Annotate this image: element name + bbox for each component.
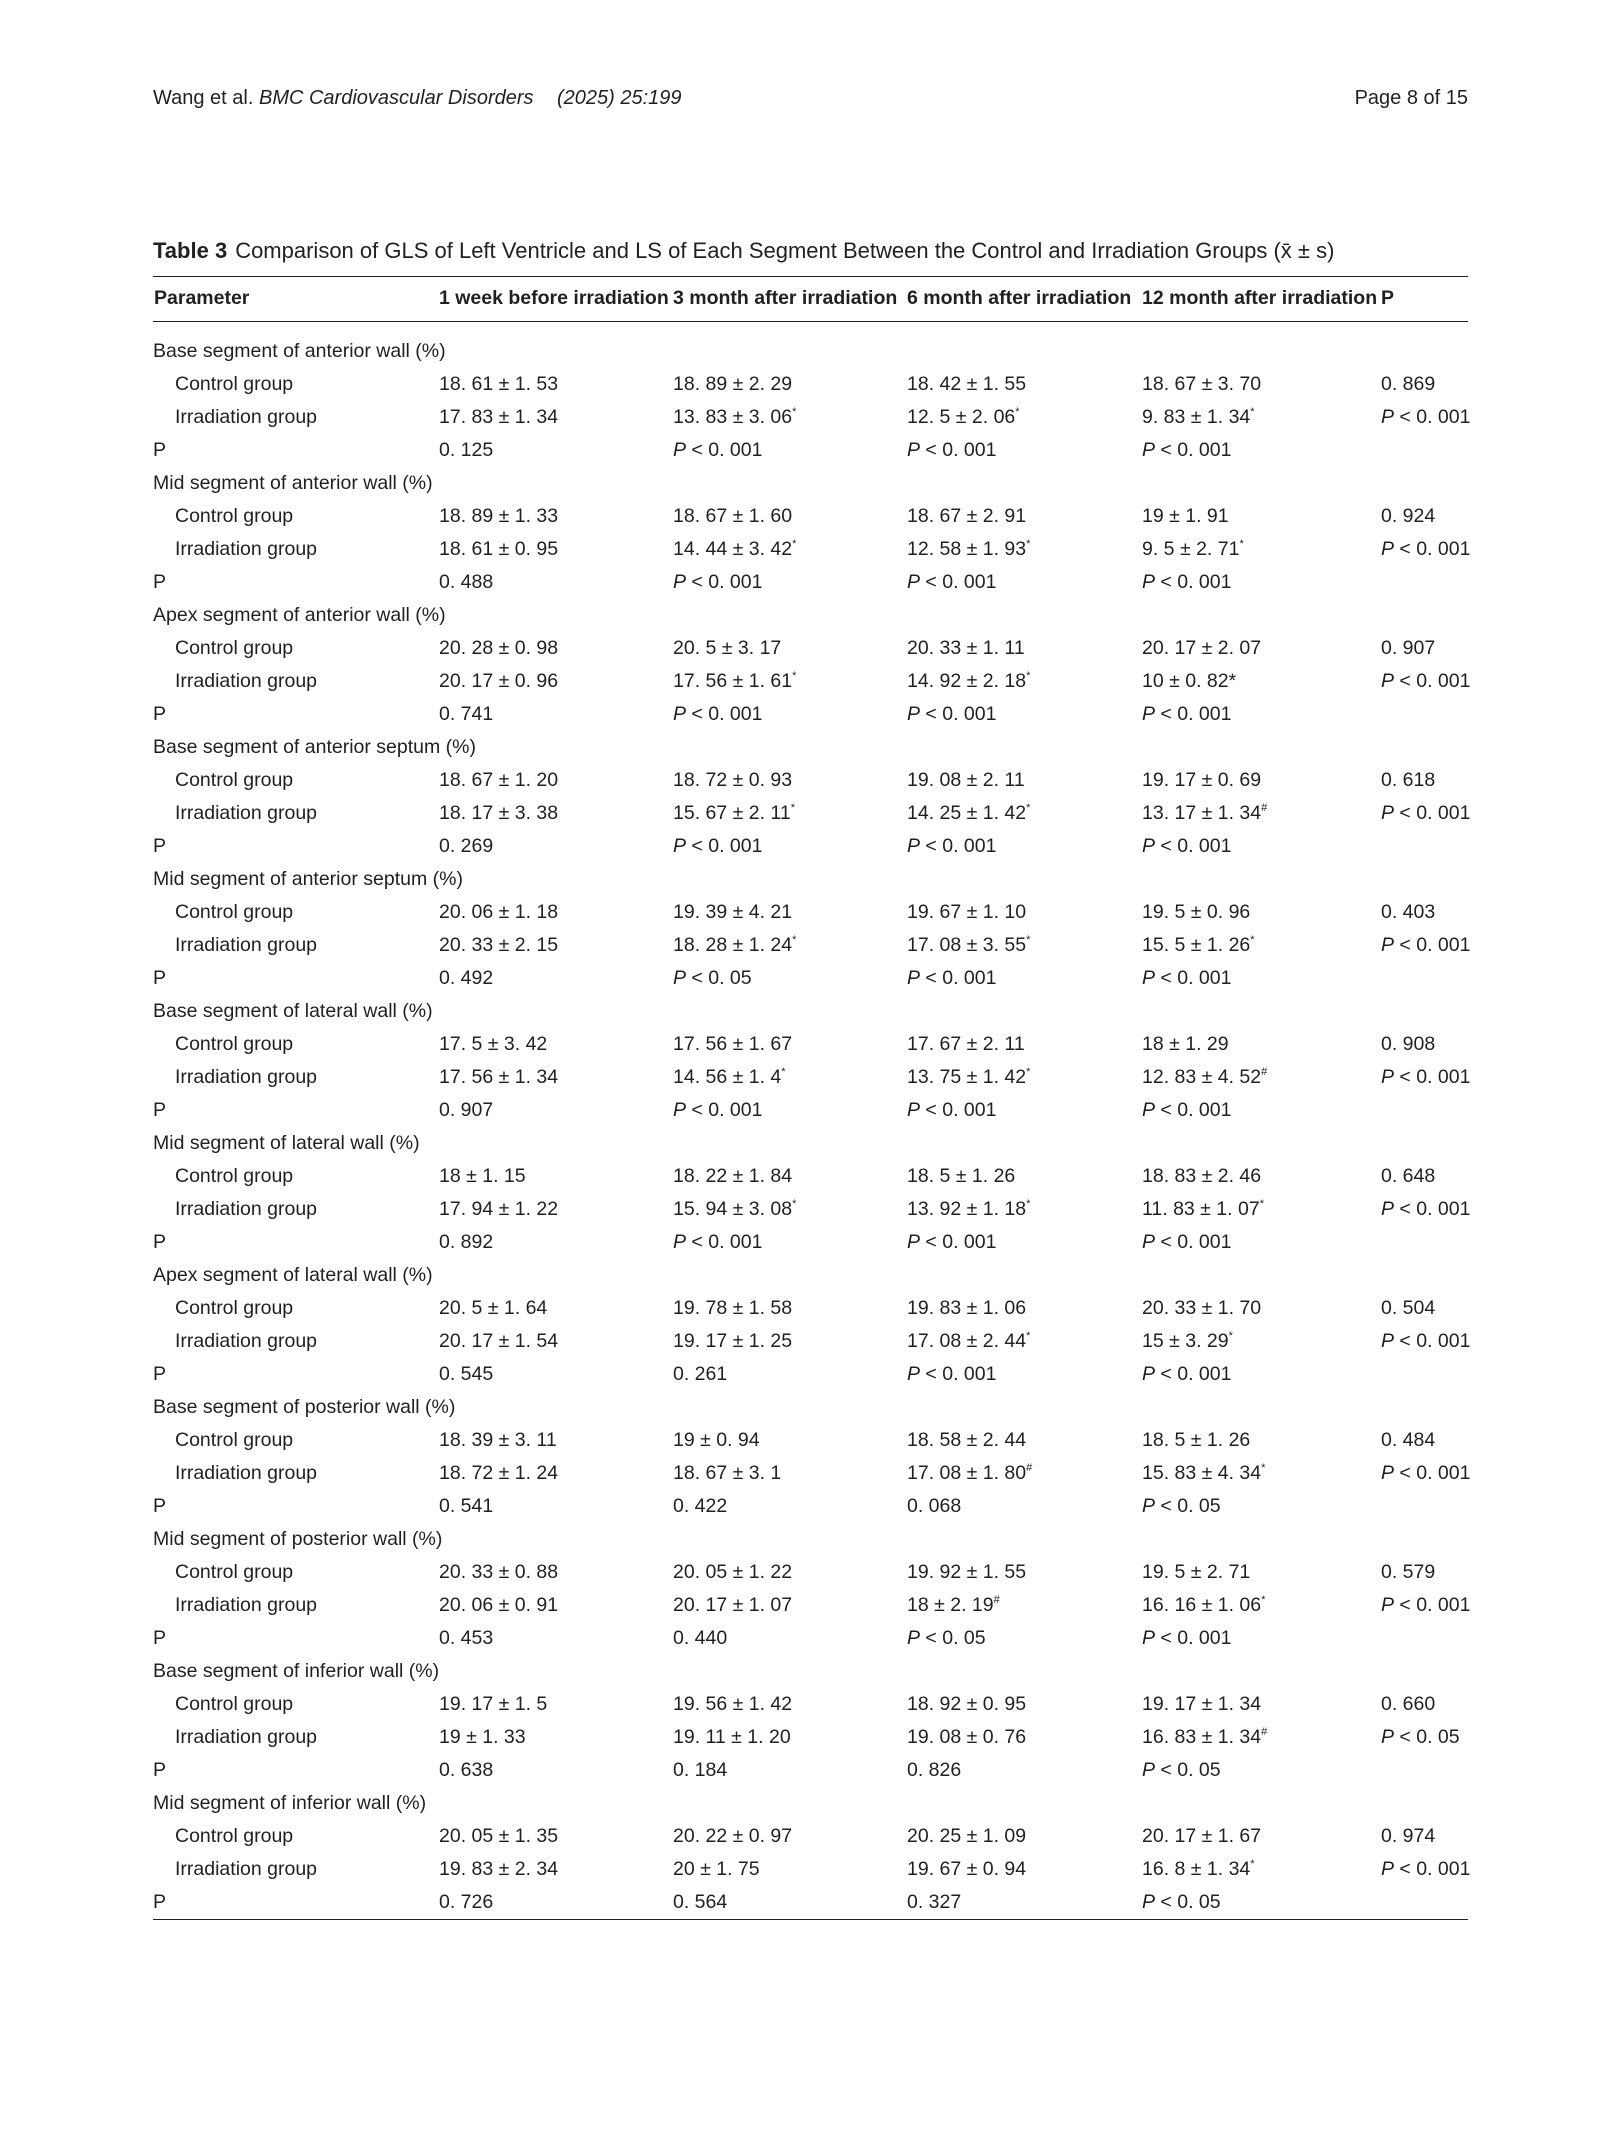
p-value-row [153, 1358, 1468, 1391]
row-label: Irradiation group [175, 934, 318, 956]
table-cell: P < 0. 001 [907, 439, 997, 461]
table-cell: 15. 67 ± 2. 11* [673, 802, 795, 824]
page-number: Page 8 of 15 [1354, 87, 1468, 109]
table-cell: P < 0. 001 [907, 967, 997, 989]
table-cell: 0. 892 [439, 1231, 494, 1253]
table-cell: 0. 869 [1381, 373, 1436, 395]
irradiation-row [153, 1457, 1468, 1490]
table-cell: P < 0. 001 [907, 835, 997, 857]
table-cell: 20. 25 ± 1. 09 [907, 1825, 1027, 1847]
table-cell: 0. 327 [907, 1886, 1142, 1920]
table-cell: 0. 579 [1381, 1561, 1436, 1583]
row-label: P [153, 1759, 167, 1781]
table-cell: P < 0. 001 [1381, 1858, 1471, 1880]
table-cell: 0. 564 [673, 1886, 907, 1920]
row-label: Control group [175, 1693, 294, 1715]
row-label: Irradiation group [175, 1066, 318, 1088]
row-label: Irradiation group [175, 1198, 318, 1220]
running-head-authors: Wang et al. [153, 87, 254, 109]
table-cell: 19. 17 ± 1. 34 [1142, 1693, 1262, 1715]
table-cell: 14. 92 ± 2. 18* [907, 670, 1031, 692]
table-cell: 17. 5 ± 3. 42 [439, 1033, 548, 1055]
row-label: P [153, 571, 167, 593]
page-header [153, 87, 1468, 115]
section-row [153, 1787, 1468, 1820]
column-header: P [1381, 277, 1468, 322]
table-cell: P < 0. 001 [1381, 1330, 1471, 1352]
row-label: P [153, 967, 167, 989]
row-label: Control group [175, 373, 294, 395]
control-row [153, 1028, 1468, 1061]
table-cell [1381, 1358, 1468, 1391]
running-head-journal: BMC Cardiovascular Disorders [258, 87, 534, 109]
table-cell: 18. 22 ± 1. 84 [673, 1165, 793, 1187]
table-cell: 19. 17 ± 1. 5 [439, 1693, 548, 1715]
section-row [153, 995, 1468, 1028]
table-cell: P < 0. 05 [1142, 1495, 1221, 1517]
row-label: P [153, 835, 167, 857]
table-cell: 16. 16 ± 1. 06* [1142, 1594, 1266, 1616]
control-row [153, 764, 1468, 797]
p-value-row [153, 434, 1468, 467]
table-cell: P < 0. 001 [1142, 967, 1232, 989]
table-cell: P < 0. 001 [1142, 835, 1232, 857]
table-cell: 16. 83 ± 1. 34# [1142, 1726, 1268, 1748]
section-title: Mid segment of posterior wall (%) [153, 1528, 443, 1550]
table-cell: 13. 75 ± 1. 42* [907, 1066, 1031, 1088]
section-title: Mid segment of inferior wall (%) [153, 1792, 427, 1814]
table-cell: P < 0. 001 [1381, 1066, 1471, 1088]
table-cell: 9. 83 ± 1. 34* [1142, 406, 1255, 428]
section-row [153, 1655, 1468, 1688]
table-cell [1381, 566, 1468, 599]
table-cell: 19. 08 ± 2. 11 [907, 769, 1025, 791]
table-caption [153, 237, 1468, 265]
irradiation-row [153, 401, 1468, 434]
section-row [153, 467, 1468, 500]
row-label: P [153, 1886, 439, 1920]
table-cell: 18. 72 ± 0. 93 [673, 769, 793, 791]
table-cell: 19. 83 ± 1. 06 [907, 1297, 1027, 1319]
table-cell [1381, 1094, 1468, 1127]
table-cell: 19. 17 ± 1. 25 [673, 1330, 793, 1352]
row-label: P [153, 439, 167, 461]
table-cell: 0. 907 [1381, 637, 1436, 659]
control-row [153, 1160, 1468, 1193]
table-cell: 0. 974 [1381, 1825, 1436, 1847]
row-label: Control group [175, 1165, 294, 1187]
irradiation-row [153, 797, 1468, 830]
table-cell: 19. 39 ± 4. 21 [673, 901, 793, 923]
column-header: 12 month after irradiation [1142, 277, 1381, 322]
irradiation-row [153, 1853, 1468, 1886]
section-row [153, 1259, 1468, 1292]
row-label: Irradiation group [175, 406, 318, 428]
control-row [153, 632, 1468, 665]
table-cell: P < 0. 001 [673, 1099, 763, 1121]
table-cell: P < 0. 001 [1381, 670, 1471, 692]
table-cell: 0. 261 [673, 1363, 728, 1385]
table-cell: P < 0. 05 [1142, 1759, 1221, 1781]
table-cell: 19. 5 ± 0. 96 [1142, 901, 1251, 923]
p-value-row [153, 1490, 1468, 1523]
table-cell: 0. 269 [439, 835, 494, 857]
table-label: Table 3 [153, 238, 228, 263]
table-cell: 0. 638 [439, 1759, 494, 1781]
section-title: Mid segment of anterior septum (%) [153, 868, 463, 890]
table-cell: 19. 78 ± 1. 58 [673, 1297, 793, 1319]
table-cell: 0. 541 [439, 1495, 494, 1517]
control-row [153, 1556, 1468, 1589]
table-cell: 0. 618 [1381, 769, 1436, 791]
row-label: Control group [175, 1297, 294, 1319]
table-cell: P < 0. 001 [1381, 934, 1471, 956]
table-cell: 18. 67 ± 3. 1 [673, 1462, 782, 1484]
table-cell: 17. 94 ± 1. 22 [439, 1198, 559, 1220]
row-label: Control group [175, 769, 294, 791]
table-cell: P < 0. 001 [1381, 1198, 1471, 1220]
table-cell: 0. 908 [1381, 1033, 1436, 1055]
table-cell: 18 ± 1. 29 [1142, 1033, 1229, 1055]
row-label: Irradiation group [175, 538, 318, 560]
table-cell: 18. 92 ± 0. 95 [907, 1693, 1027, 1715]
table-cell: 20. 17 ± 2. 07 [1142, 637, 1262, 659]
table-title: Comparison of GLS of Left Ventricle and LS of Each Segment Between the Control and Irradiation Groups (x̄ ± s) [235, 238, 1335, 263]
section-row [153, 863, 1468, 896]
section-row [153, 1127, 1468, 1160]
p-value-row [153, 1886, 1468, 1920]
p-value-row [153, 1622, 1468, 1655]
p-value-row [153, 698, 1468, 731]
table-cell: 18. 42 ± 1. 55 [907, 373, 1027, 395]
table-cell: 14. 56 ± 1. 4* [673, 1066, 786, 1088]
p-value-row [153, 566, 1468, 599]
table-cell: 18 ± 1. 15 [439, 1165, 526, 1187]
table-cell [1381, 962, 1468, 995]
section-row [153, 731, 1468, 764]
table-cell: 15 ± 3. 29* [1142, 1330, 1233, 1352]
table-cell: 20 ± 1. 75 [673, 1858, 760, 1880]
table-cell: 15. 5 ± 1. 26* [1142, 934, 1255, 956]
section-row [153, 1391, 1468, 1424]
table-cell: 15. 83 ± 4. 34* [1142, 1462, 1266, 1484]
running-head-year: (2025) 25:199 [557, 87, 682, 109]
table-cell: 18. 5 ± 1. 26 [1142, 1429, 1251, 1451]
row-label: Irradiation group [175, 1330, 318, 1352]
table-cell: 18. 67 ± 2. 91 [907, 505, 1027, 527]
irradiation-row [153, 1193, 1468, 1226]
table-cell [1381, 1886, 1468, 1920]
p-value-row [153, 1754, 1468, 1787]
control-row [153, 896, 1468, 929]
table-cell: 19 ± 0. 94 [673, 1429, 760, 1451]
table-body [153, 322, 1471, 1920]
row-label: Control group [175, 901, 294, 923]
row-label: Control group [175, 1561, 294, 1583]
column-header: Parameter [153, 277, 439, 322]
table-cell: P < 0. 001 [1142, 439, 1232, 461]
table-cell: 0. 907 [439, 1099, 494, 1121]
section-title: Mid segment of lateral wall (%) [153, 1132, 420, 1154]
table-cell: 20. 22 ± 0. 97 [673, 1825, 793, 1847]
table-cell: P < 0. 001 [1142, 1363, 1232, 1385]
table-cell: 20. 06 ± 1. 18 [439, 901, 559, 923]
table-cell: 18. 83 ± 2. 46 [1142, 1165, 1262, 1187]
row-label: P [153, 1495, 167, 1517]
table-cell: P < 0. 001 [1142, 1627, 1232, 1649]
row-label: P [153, 1627, 167, 1649]
table-cell: P < 0. 001 [1142, 703, 1232, 725]
row-label: Irradiation group [175, 1858, 318, 1880]
table-cell: 17. 67 ± 2. 11 [907, 1033, 1025, 1055]
table-cell: 0. 726 [439, 1886, 673, 1920]
table-cell [1381, 830, 1468, 863]
table-cell: P < 0. 001 [1142, 1099, 1232, 1121]
table-cell: 0. 826 [907, 1759, 962, 1781]
irradiation-row [153, 1589, 1468, 1622]
control-row [153, 1688, 1468, 1721]
table-cell: 18. 67 ± 1. 20 [439, 769, 559, 791]
table-cell: 9. 5 ± 2. 71* [1142, 538, 1244, 560]
table-cell: 12. 83 ± 4. 52# [1142, 1066, 1268, 1088]
table-cell: 18. 39 ± 3. 11 [439, 1429, 557, 1451]
row-label: P [153, 1363, 167, 1385]
row-label: Control group [175, 505, 294, 527]
table-cell: P < 0. 001 [673, 1231, 763, 1253]
table-cell: P < 0. 001 [673, 439, 763, 461]
table-cell: 11. 83 ± 1. 07* [1142, 1198, 1264, 1220]
table-cell: 20. 33 ± 1. 11 [907, 637, 1025, 659]
table-cell: 13. 17 ± 1. 34# [1142, 802, 1268, 824]
row-label: Irradiation group [175, 1462, 318, 1484]
table-cell: 17. 56 ± 1. 34 [439, 1066, 559, 1088]
table-cell: 0. 125 [439, 439, 494, 461]
table-cell [1381, 1490, 1468, 1523]
table-cell: P < 0. 001 [1381, 1462, 1471, 1484]
table-cell: P < 0. 001 [1381, 1594, 1471, 1616]
table-cell: 20. 17 ± 1. 07 [673, 1594, 793, 1616]
table-cell [1381, 698, 1468, 731]
table-cell: 20. 17 ± 0. 96 [439, 670, 559, 692]
table-cell: 20. 33 ± 2. 15 [439, 934, 559, 956]
table-cell: P < 0. 001 [1381, 406, 1471, 428]
row-label: Control group [175, 1033, 294, 1055]
table-cell: P < 0. 05 [673, 967, 752, 989]
table-cell: 18. 61 ± 0. 95 [439, 538, 559, 560]
row-label: Control group [175, 1429, 294, 1451]
row-label: P [153, 703, 167, 725]
table-cell: 18. 67 ± 3. 70 [1142, 373, 1262, 395]
table-cell: 20. 17 ± 1. 67 [1142, 1825, 1262, 1847]
table-cell: 20. 33 ± 0. 88 [439, 1561, 559, 1583]
section-title: Base segment of anterior septum (%) [153, 736, 476, 758]
table-cell: 14. 25 ± 1. 42* [907, 802, 1031, 824]
table-cell: 18. 28 ± 1. 24* [673, 934, 797, 956]
table-cell: 0. 403 [1381, 901, 1436, 923]
p-value-row [153, 962, 1468, 995]
table-cell: 19. 5 ± 2. 71 [1142, 1561, 1251, 1583]
data-table [153, 276, 1471, 1920]
table-cell: 19 ± 1. 91 [1142, 505, 1229, 527]
table-cell: 19. 92 ± 1. 55 [907, 1561, 1027, 1583]
table-cell: 17. 08 ± 1. 80# [907, 1462, 1033, 1484]
table-cell: 0. 453 [439, 1627, 494, 1649]
table-cell: 19 ± 1. 33 [439, 1726, 526, 1748]
table-cell: P < 0. 001 [1381, 538, 1471, 560]
table-cell: 12. 58 ± 1. 93* [907, 538, 1031, 560]
table-cell: 17. 56 ± 1. 67 [673, 1033, 793, 1055]
p-value-row [153, 830, 1468, 863]
control-row [153, 368, 1468, 401]
section-title: Apex segment of anterior wall (%) [153, 604, 446, 626]
table-cell: 0. 648 [1381, 1165, 1436, 1187]
section-row [153, 322, 1468, 369]
table-cell: 19. 83 ± 2. 34 [439, 1858, 559, 1880]
table-cell: P < 0. 001 [907, 1231, 997, 1253]
p-value-row [153, 1094, 1468, 1127]
table-cell: 20. 05 ± 1. 35 [439, 1825, 559, 1847]
irradiation-row [153, 929, 1468, 962]
table-cell: P < 0. 001 [673, 703, 763, 725]
table-cell: 18. 89 ± 2. 29 [673, 373, 793, 395]
table-cell: 19. 17 ± 0. 69 [1142, 769, 1262, 791]
table-cell: 18 ± 2. 19# [907, 1594, 1000, 1616]
table-cell [1381, 434, 1468, 467]
section-title: Base segment of lateral wall (%) [153, 1000, 433, 1022]
control-row [153, 1820, 1468, 1853]
column-header: 1 week before irradiation [439, 277, 673, 322]
table-cell: 18. 89 ± 1. 33 [439, 505, 559, 527]
table-cell: 20. 28 ± 0. 98 [439, 637, 559, 659]
section-title: Base segment of inferior wall (%) [153, 1660, 440, 1682]
table-cell: P < 0. 001 [907, 571, 997, 593]
table-cell: 19. 56 ± 1. 42 [673, 1693, 793, 1715]
row-label: P [153, 1231, 167, 1253]
table-cell: P < 0. 001 [907, 1099, 997, 1121]
irradiation-row [153, 665, 1468, 698]
row-label: Control group [175, 637, 294, 659]
table-cell: P < 0. 05 [1142, 1886, 1381, 1920]
table-cell: 0. 422 [673, 1495, 728, 1517]
table-cell: P < 0. 05 [907, 1627, 986, 1649]
table-cell: 0. 068 [907, 1495, 962, 1517]
table-cell: 0. 545 [439, 1363, 494, 1385]
table-header [153, 277, 1468, 322]
table-cell [1381, 1754, 1468, 1787]
table-cell: 20. 5 ± 3. 17 [673, 637, 782, 659]
section-title: Mid segment of anterior wall (%) [153, 472, 433, 494]
column-header: 3 month after irradiation [673, 277, 907, 322]
section-row [153, 1523, 1468, 1556]
table-cell: 18. 67 ± 1. 60 [673, 505, 793, 527]
table-cell: 19. 11 ± 1. 20 [673, 1726, 791, 1748]
section-title: Apex segment of lateral wall (%) [153, 1264, 433, 1286]
table-cell: 20. 33 ± 1. 70 [1142, 1297, 1262, 1319]
table-cell: 0. 184 [673, 1759, 728, 1781]
irradiation-row [153, 1325, 1468, 1358]
table-cell: 19. 08 ± 0. 76 [907, 1726, 1027, 1748]
row-label: P [153, 1099, 167, 1121]
table-cell: P < 0. 001 [1142, 571, 1232, 593]
table-cell: 17. 08 ± 2. 44* [907, 1330, 1031, 1352]
irradiation-row [153, 1721, 1468, 1754]
table-cell: P < 0. 001 [1142, 1231, 1232, 1253]
table-cell: 20. 06 ± 0. 91 [439, 1594, 559, 1616]
table-cell: 0. 488 [439, 571, 494, 593]
running-head [153, 87, 534, 110]
irradiation-row [153, 533, 1468, 566]
column-header: 6 month after irradiation [907, 277, 1142, 322]
table-cell: 0. 660 [1381, 1693, 1436, 1715]
control-row [153, 1292, 1468, 1325]
table-cell: P < 0. 05 [1381, 1726, 1460, 1748]
table-cell: 0. 492 [439, 967, 494, 989]
table-cell: 0. 504 [1381, 1297, 1436, 1319]
table-cell: 0. 440 [673, 1627, 728, 1649]
irradiation-row [153, 1061, 1468, 1094]
table-cell: 0. 741 [439, 703, 494, 725]
control-row [153, 1424, 1468, 1457]
table-cell: P < 0. 001 [907, 1363, 997, 1385]
table-cell: 20. 17 ± 1. 54 [439, 1330, 559, 1352]
table-cell: 19. 67 ± 0. 94 [907, 1858, 1027, 1880]
table-cell: 18. 5 ± 1. 26 [907, 1165, 1016, 1187]
table-cell: 14. 44 ± 3. 42* [673, 538, 797, 560]
table-cell: 17. 08 ± 3. 55* [907, 934, 1031, 956]
table-cell: 0. 924 [1381, 505, 1436, 527]
p-value-row [153, 1226, 1468, 1259]
row-label: Irradiation group [175, 670, 318, 692]
table-cell: 20. 5 ± 1. 64 [439, 1297, 548, 1319]
table-cell: 19. 67 ± 1. 10 [907, 901, 1027, 923]
table-cell: 10 ± 0. 82* [1142, 670, 1237, 692]
table-cell: 18. 17 ± 3. 38 [439, 802, 559, 824]
table-cell: P < 0. 001 [907, 703, 997, 725]
table-cell: 13. 92 ± 1. 18* [907, 1198, 1031, 1220]
table-cell: 16. 8 ± 1. 34* [1142, 1858, 1255, 1880]
table-cell: 18. 58 ± 2. 44 [907, 1429, 1027, 1451]
table-cell: 0. 484 [1381, 1429, 1436, 1451]
table-cell: 12. 5 ± 2. 06* [907, 406, 1020, 428]
table-cell: P < 0. 001 [1381, 802, 1471, 824]
section-row [153, 599, 1468, 632]
table-cell: P < 0. 001 [673, 571, 763, 593]
control-row [153, 500, 1468, 533]
table-cell: 20. 05 ± 1. 22 [673, 1561, 793, 1583]
table-cell: 17. 83 ± 1. 34 [439, 406, 559, 428]
table-cell: 13. 83 ± 3. 06* [673, 406, 797, 428]
table-cell [1381, 1622, 1468, 1655]
row-label: Irradiation group [175, 802, 318, 824]
row-label: Control group [175, 1825, 294, 1847]
table-cell: 18. 61 ± 1. 53 [439, 373, 559, 395]
table-cell: P < 0. 001 [673, 835, 763, 857]
row-label: Irradiation group [175, 1594, 318, 1616]
table-cell: 17. 56 ± 1. 61* [673, 670, 797, 692]
table-cell [1381, 1226, 1468, 1259]
section-title: Base segment of posterior wall (%) [153, 1396, 456, 1418]
table-cell: 18. 72 ± 1. 24 [439, 1462, 559, 1484]
row-label: Irradiation group [175, 1726, 318, 1748]
table-cell: 15. 94 ± 3. 08* [673, 1198, 797, 1220]
section-title: Base segment of anterior wall (%) [153, 340, 446, 362]
